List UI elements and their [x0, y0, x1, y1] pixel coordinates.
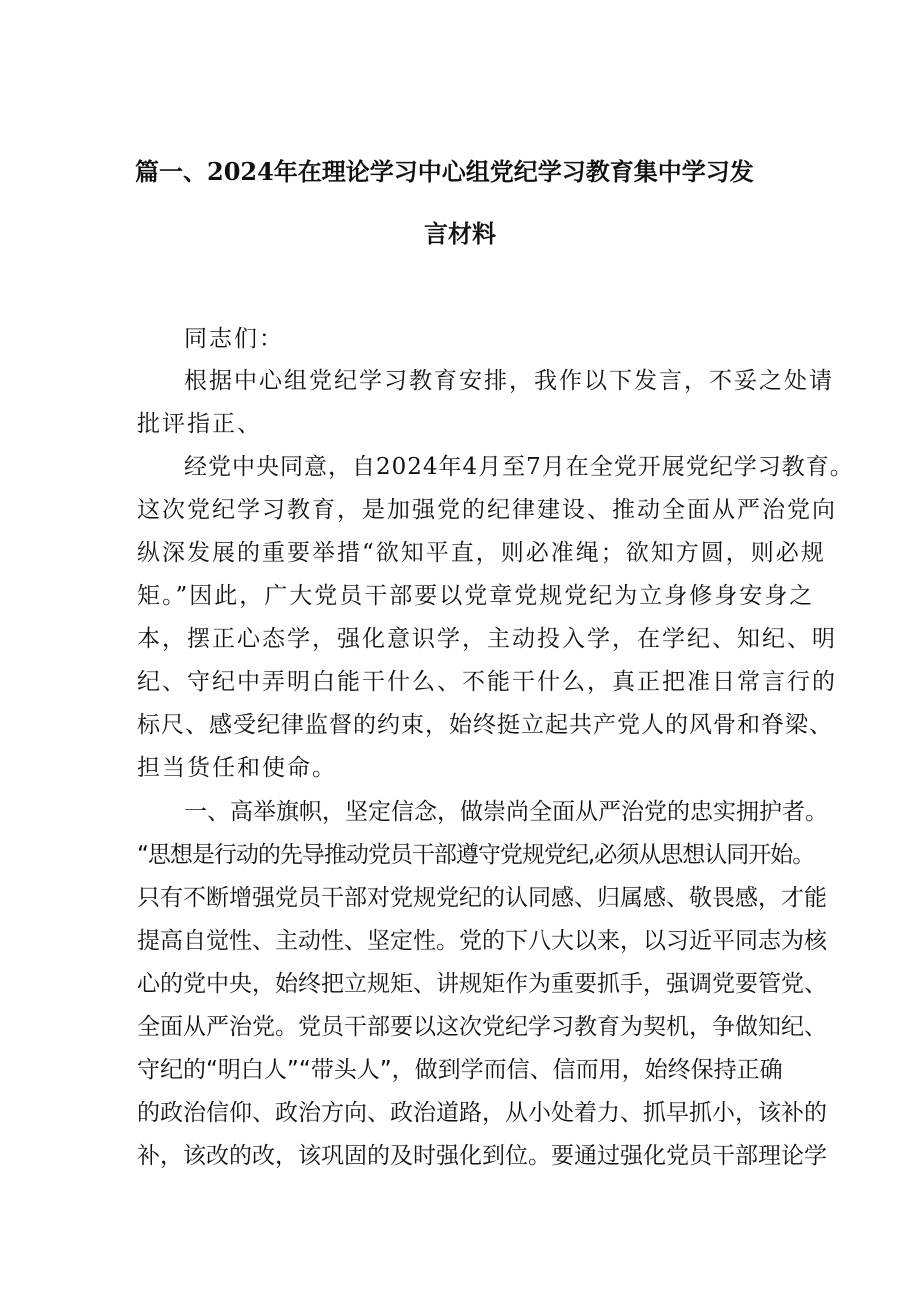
paragraph-2-line-3: 纵深发展的重要举措“欲知平直，则必准绳；欲知方圆，则必规 [137, 540, 826, 566]
section-1-line-5: 心的党中央，始终把立规矩、讲规矩作为重要抓手，强调党要管党、 [137, 971, 827, 997]
paragraph-1-line-2: 批评指正、 [137, 411, 262, 437]
paragraph-2-line-1: 经党中央同意，自2024年4月至7月在全党开展党纪学习教育。 [184, 454, 854, 480]
document-title-line-1: 篇一、2024年在理论学习中心组党纪学习教育集中学习发 [135, 157, 754, 186]
section-1-line-6: 全面从严治党。党员干部要以这次党纪学习教育为契机，争做知纪、 [137, 1014, 827, 1040]
paragraph-2-line-5: 本，摆正心态学，强化意识学，主动投入学，在学纪、知纪、明 [137, 626, 837, 652]
document-title-line-2: 言材料 [424, 219, 496, 248]
section-1-line-9: 补，该改的改，该巩固的及时强化到位。要通过强化党员干部理论学 [137, 1143, 827, 1169]
section-1-heading: 一、高举旗帜，坚定信念，做崇尚全面从严治党的忠实拥护者。 [184, 799, 828, 825]
section-1-line-8: 的政治信仰、政治方向、政治道路，从小处着力、抓早抓小，该补的 [137, 1100, 827, 1126]
section-1-line-2: “思想是行动的先导推动党员干部遵守党规党纪,必须从思想认同开始。 [137, 842, 815, 868]
greeting: 同志们： [184, 326, 284, 352]
paragraph-2-line-6: 纪、守纪中弄明白能干什么、不能干什么，真正把准日常言行的 [137, 669, 837, 695]
section-1-line-3: 只有不断增强党员干部对党规党纪的认同感、归属感、敬畏感，才能 [137, 885, 827, 911]
paragraph-1-line-1: 根据中心组党纪学习教育安排，我作以下发言，不妥之处请 [184, 368, 834, 394]
section-1-line-7: 守纪的“明白人”“带头人”，做到学而信、信而用，始终保持正确 [137, 1057, 783, 1083]
paragraph-2-line-4: 矩。”因此，广大党员干部要以党章党规党纪为立身修身安身之 [137, 583, 815, 609]
paragraph-2-line-8: 担当货任和使命。 [137, 755, 337, 781]
paragraph-2-line-2: 这次党纪学习教育，是加强党的纪律建设、推动全面从严治党向 [137, 497, 837, 523]
section-1-line-4: 提高自觉性、主动性、坚定性。党的下八大以来，以习近平同志为核 [137, 928, 827, 954]
paragraph-2-line-7: 标尺、感受纪律监督的约束，始终挺立起共产党人的风骨和脊梁、 [137, 712, 833, 738]
